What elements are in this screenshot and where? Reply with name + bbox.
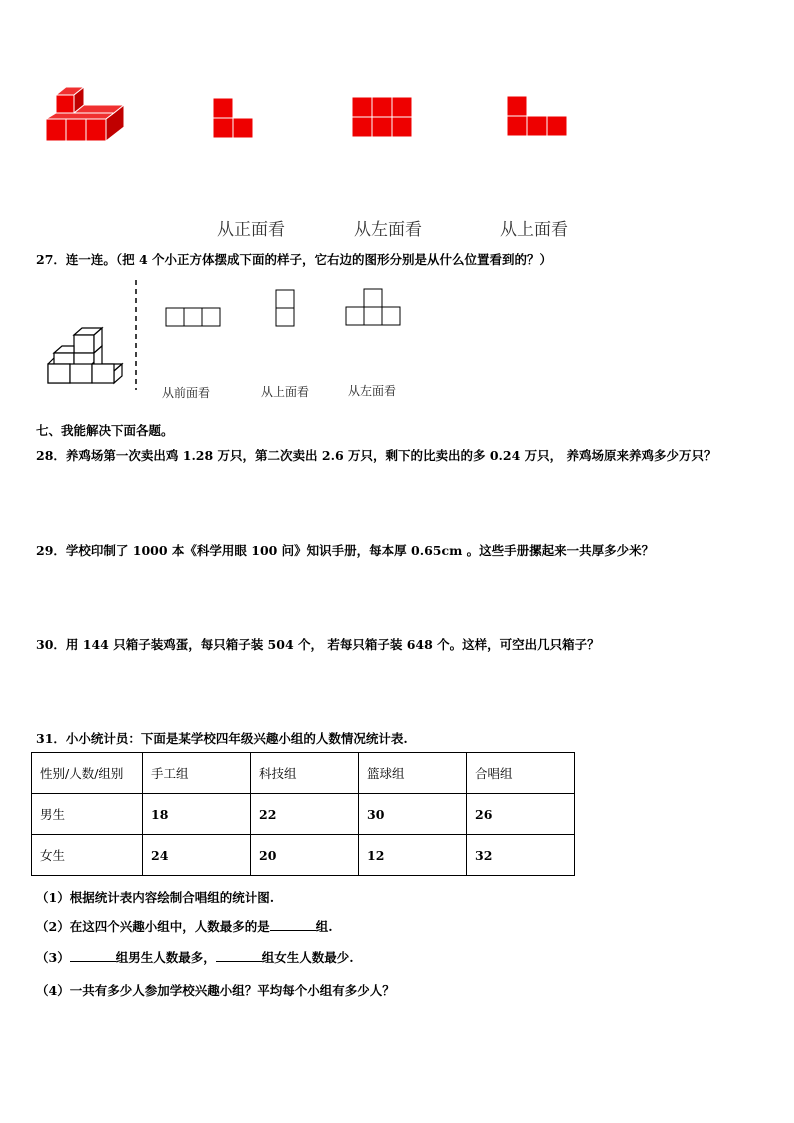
view-label-top: 从上面看	[500, 220, 568, 240]
red-view-l-shape	[212, 97, 256, 139]
table-row	[32, 794, 575, 835]
table-cell: 22	[251, 794, 359, 835]
question-30: 30．用 144 只箱子装鸡蛋，每只箱子装 504 个， 若每只箱子装 648 个。这样，可空出几只箱子？	[36, 637, 600, 652]
answer-blank[interactable]	[70, 949, 116, 962]
q31-sub-2-text-a: （2）在这四个兴趣小组中，人数最多的是	[36, 919, 270, 934]
q27-label-front: 从前面看	[162, 386, 211, 400]
question-31: 31．小小统计员：下面是某学校四年级兴趣小组的人数情况统计表.	[36, 731, 408, 746]
q31-sub-2	[36, 917, 333, 935]
dashed-divider	[134, 280, 138, 390]
section-7-heading: 七、我能解决下面各题。	[36, 423, 174, 438]
table-header-cell: 篮球组	[359, 753, 467, 794]
view-label-left: 从左面看	[354, 220, 422, 240]
q31-sub-3-text-b: 组男生人数最多，	[115, 950, 216, 965]
q31-sub-4: （4）一共有多少人参加学校兴趣小组？平均每个小组有多少人？	[36, 983, 395, 998]
q31-sub-1: （1）根据统计表内容绘制合唱组的统计图.	[36, 890, 275, 905]
table-cell: 32	[467, 835, 575, 876]
q31-sub-2-text-b: 组.	[315, 919, 333, 934]
q31-sub-3	[36, 948, 354, 966]
question-29: 29．学校印制了 1000 本《科学用眼 100 问》知识手册，每本厚 0.65cm 。这些手册摞起来一共厚多少米？	[36, 543, 655, 558]
table-cell: 12	[359, 835, 467, 876]
answer-blank[interactable]	[270, 918, 316, 931]
question-28: 28．养鸡场第一次卖出鸡 1.28 万只，第二次卖出 2.6 万只，剩下的比卖出的多 0.24 万只， 养鸡场原来养鸡多少万只？	[36, 448, 717, 463]
table-header-cell: 手工组	[143, 753, 251, 794]
view-t-shape	[345, 288, 405, 328]
red-view-long-l-shape	[506, 95, 570, 137]
q31-sub-3-text-a: （3）	[36, 950, 70, 965]
q27-label-top: 从上面看	[261, 385, 310, 399]
table-header-cell: 科技组	[251, 753, 359, 794]
table-cell: 30	[359, 794, 467, 835]
q27-label-left: 从左面看	[348, 384, 397, 398]
table-cell: 男生	[32, 794, 143, 835]
table-cell: 24	[143, 835, 251, 876]
answer-blank[interactable]	[216, 949, 262, 962]
table-header-cell: 合唱组	[467, 753, 575, 794]
table-header-row	[32, 753, 575, 794]
view-two-stacked	[275, 289, 297, 329]
question-27: 27．连一连。（把 4 个小正方体摆成下面的样子，它右边的图形分别是从什么位置看到的？）	[36, 252, 553, 267]
table-row	[32, 835, 575, 876]
view-three-in-row	[165, 307, 223, 329]
table-cell: 18	[143, 794, 251, 835]
table-cell: 20	[251, 835, 359, 876]
table-header-cell: 性别/人数/组别	[32, 753, 143, 794]
table-cell: 26	[467, 794, 575, 835]
red-view-2x3-shape	[351, 96, 415, 138]
view-label-front: 从正面看	[217, 220, 285, 240]
q31-sub-3-text-c: 组女生人数最少.	[261, 950, 354, 965]
red-3d-block-figure	[44, 85, 128, 145]
table-cell: 女生	[32, 835, 143, 876]
cube-stack-figure	[44, 326, 124, 386]
stat-table	[31, 752, 575, 876]
